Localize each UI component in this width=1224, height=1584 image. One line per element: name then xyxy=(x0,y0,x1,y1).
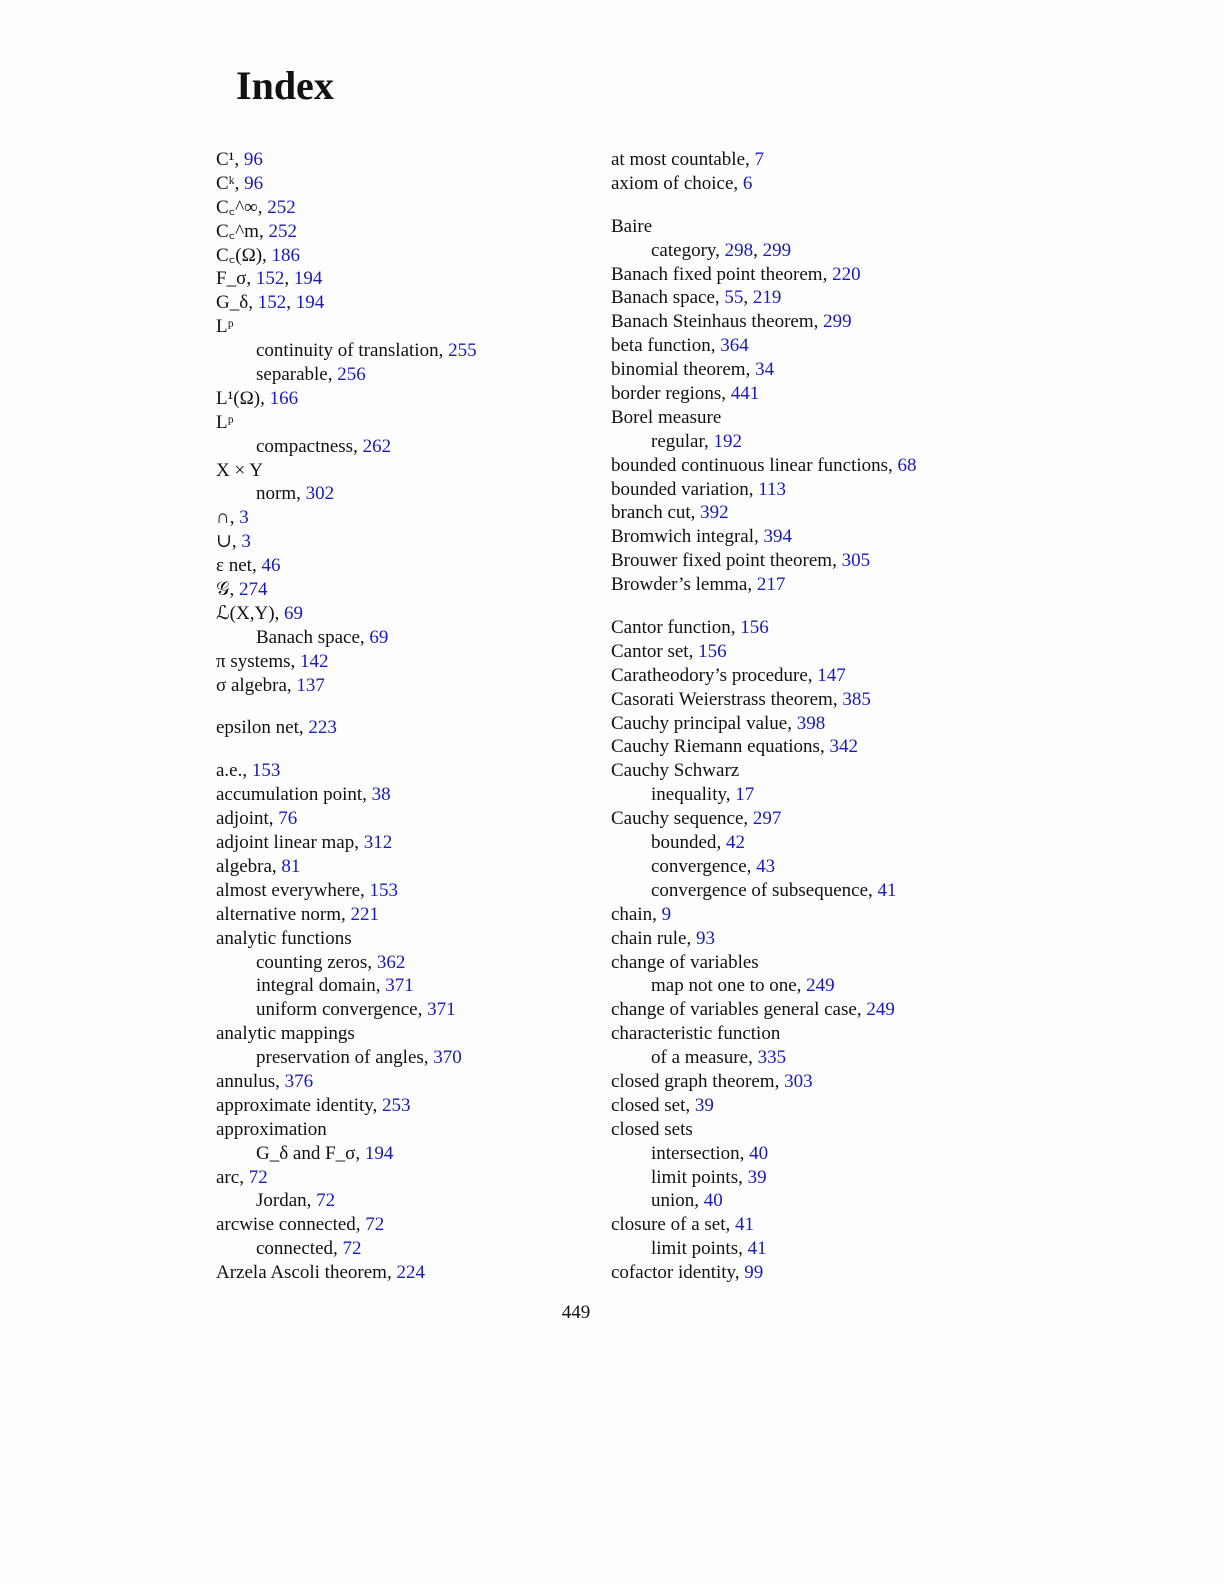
index-entry: at most countable, 7 xyxy=(611,149,765,170)
index-entry: Cauchy sequence, 297 xyxy=(611,808,782,830)
index-subentry: integral domain, 371 xyxy=(256,975,414,997)
page-ref-link[interactable]: 302 xyxy=(305,483,335,505)
index-term: Cantor set xyxy=(611,640,689,662)
index-entry xyxy=(216,315,586,339)
index-entry: annulus, 376 xyxy=(216,1070,314,1092)
index-term: X × Y xyxy=(216,459,263,481)
page-ref-link[interactable]: 147 xyxy=(817,664,846,686)
index-term: a.e. xyxy=(216,760,243,782)
index-subentry: convergence of subsequence, 41 xyxy=(651,879,897,901)
index-group-gap xyxy=(611,196,1011,215)
index-entry: branch cut, 392 xyxy=(611,502,729,524)
index-subentry: connected, 72 xyxy=(256,1238,362,1260)
index-entry xyxy=(611,759,1011,783)
index-entry: Banach Steinhaus theorem, 299 xyxy=(611,311,852,333)
page-ref-link[interactable]: 38 xyxy=(371,784,391,806)
index-term: convergence of subsequence xyxy=(651,879,868,901)
index-term: arcwise connected xyxy=(216,1214,356,1236)
page-ref-link[interactable]: 221 xyxy=(350,903,380,925)
page-ref-link[interactable]: 96 xyxy=(244,172,264,194)
index-term: beta function xyxy=(611,335,711,357)
page-ref-link[interactable]: 9 xyxy=(661,903,672,925)
index-term: alternative norm xyxy=(216,903,342,925)
index-entry xyxy=(216,927,586,951)
page-ref-link[interactable]: 394 xyxy=(763,526,792,548)
index-term: of a measure xyxy=(651,1047,749,1069)
index-entry: Cantor set, 156 xyxy=(611,640,727,662)
page-ref-link[interactable]: 376 xyxy=(284,1070,314,1092)
index-entry: adjoint linear map, 312 xyxy=(216,832,393,854)
page-ref-link[interactable]: 99 xyxy=(744,1262,764,1284)
index-subentry: of a measure, 335 xyxy=(651,1047,787,1069)
page-ref-link[interactable]: 41 xyxy=(877,879,897,901)
page-ref-link[interactable]: 362 xyxy=(376,951,406,973)
index-subentry: bounded, 42 xyxy=(651,832,745,854)
index-term: Jordan xyxy=(256,1190,307,1212)
page-ref-link[interactable]: 223 xyxy=(308,717,337,739)
page-ref-link[interactable]: 364 xyxy=(720,335,749,357)
page-ref-link[interactable]: 46 xyxy=(261,555,281,577)
index-entry: Banach space, 55, 219 xyxy=(611,287,782,309)
index-term: accumulation point xyxy=(216,784,363,806)
index-term: C¹ xyxy=(216,149,235,170)
page-ref-link[interactable]: 441 xyxy=(730,383,760,405)
page-ref-link[interactable]: 42 xyxy=(725,832,745,854)
index-term: bounded xyxy=(651,832,717,854)
page-ref-link[interactable]: 68 xyxy=(897,454,917,476)
index-subentry: convergence, 43 xyxy=(651,855,776,877)
index-subentry: union, 40 xyxy=(651,1190,723,1212)
index-term: regular xyxy=(651,430,705,452)
index-column-left xyxy=(216,148,586,1285)
index-term: chain xyxy=(611,903,653,925)
page-ref-link[interactable]: 194 xyxy=(364,1142,394,1164)
index-entry: bounded variation, 113 xyxy=(611,478,787,500)
page-ref-link[interactable]: 224 xyxy=(396,1262,425,1284)
index-term: analytic mappings xyxy=(216,1023,355,1045)
page-ref-link[interactable]: 156 xyxy=(698,640,727,662)
page-ref-link[interactable]: 39 xyxy=(747,1166,767,1188)
page-ref-link[interactable]: 81 xyxy=(281,855,301,877)
index-entry: Banach fixed point theorem, 220 xyxy=(611,263,861,285)
page-ref-link[interactable]: 152 xyxy=(257,292,287,314)
index-term: ε net xyxy=(216,555,252,577)
index-term: change of variables xyxy=(611,951,759,973)
index-entry: 𝒢, 274 xyxy=(216,579,268,601)
index-subentry: counting zeros, 362 xyxy=(256,951,406,973)
index-term: bounded variation xyxy=(611,478,749,500)
index-subentry: category, 298, 299 xyxy=(651,239,792,261)
index-term: analytic functions xyxy=(216,927,352,949)
index-term: bounded continuous linear functions xyxy=(611,454,889,476)
page-ref-link[interactable]: 6 xyxy=(742,172,753,194)
index-term: compactness xyxy=(256,435,354,457)
index-entry: C꜀(Ω), 186 xyxy=(216,244,301,266)
index-term: Lᵖ xyxy=(216,411,234,433)
page-ref-link[interactable]: 69 xyxy=(284,602,304,624)
index-entry: Browder’s lemma, 217 xyxy=(611,574,786,596)
index-entry: cofactor identity, 99 xyxy=(611,1262,764,1284)
page-ref-link[interactable]: 217 xyxy=(756,574,786,596)
index-term: axiom of choice xyxy=(611,172,734,194)
index-term: convergence xyxy=(651,855,747,877)
index-term: approximate identity xyxy=(216,1094,373,1116)
index-term: π systems xyxy=(216,650,291,672)
index-term: uniform convergence xyxy=(256,999,418,1021)
index-term: integral domain xyxy=(256,975,376,997)
index-term: counting zeros xyxy=(256,951,368,973)
index-term: union xyxy=(651,1190,695,1212)
page-ref-link[interactable]: 253 xyxy=(382,1094,411,1116)
index-term: Cauchy Riemann equations xyxy=(611,736,820,758)
index-term: inequality xyxy=(651,784,726,806)
index-entry xyxy=(611,1022,1011,1046)
index-term: preservation of angles xyxy=(256,1047,424,1069)
index-term: Banach fixed point theorem xyxy=(611,263,823,285)
index-term: Caratheodory’s procedure xyxy=(611,664,808,686)
page-ref-link[interactable]: 142 xyxy=(300,650,329,672)
page-ref-link[interactable]: 40 xyxy=(703,1190,723,1212)
page-ref-link[interactable]: 256 xyxy=(337,364,366,386)
page-ref-link[interactable]: 298 xyxy=(724,239,754,261)
page-ref-link[interactable]: 249 xyxy=(806,975,835,997)
index-entry: ε net, 46 xyxy=(216,555,281,577)
index-entry: almost everywhere, 153 xyxy=(216,879,399,901)
index-term: border regions xyxy=(611,383,722,405)
index-subentry: Banach space, 69 xyxy=(256,626,389,648)
page-ref-link[interactable]: 312 xyxy=(363,832,393,854)
index-subentry: norm, 302 xyxy=(256,483,335,505)
page-ref-link[interactable]: 392 xyxy=(700,502,729,524)
index-term: Cauchy sequence xyxy=(611,808,744,830)
index-entry: C¹, 96 xyxy=(216,149,263,170)
page-ref-link[interactable]: 305 xyxy=(841,550,871,572)
page-ref-link[interactable]: 76 xyxy=(278,808,298,830)
index-term: Cantor function xyxy=(611,617,731,639)
index-entry: binomial theorem, 34 xyxy=(611,359,775,381)
index-entry: accumulation point, 38 xyxy=(216,784,391,806)
index-entry xyxy=(611,1118,1011,1142)
index-entry: epsilon net, 223 xyxy=(216,717,337,739)
index-term: limit points xyxy=(651,1238,739,1260)
index-entry: Arzela Ascoli theorem, 224 xyxy=(216,1262,425,1284)
index-column-right xyxy=(611,148,1011,1285)
index-term: approximation xyxy=(216,1118,327,1140)
page-ref-link[interactable]: 96 xyxy=(243,149,263,170)
index-term: almost everywhere xyxy=(216,879,361,901)
index-entry: Cantor function, 156 xyxy=(611,617,769,639)
index-term: L¹(Ω) xyxy=(216,387,261,409)
page-ref-link[interactable]: 297 xyxy=(752,808,782,830)
page-ref-link[interactable]: 72 xyxy=(365,1214,385,1236)
index-entry: border regions, 441 xyxy=(611,383,760,405)
index-group-gap xyxy=(216,697,586,716)
index-term: closed sets xyxy=(611,1118,693,1140)
index-term: arc xyxy=(216,1166,240,1188)
index-subentry: preservation of angles, 370 xyxy=(256,1047,462,1069)
index-entry: beta function, 364 xyxy=(611,335,749,357)
index-entry: Cauchy principal value, 398 xyxy=(611,712,826,734)
page-ref-link[interactable]: 17 xyxy=(735,784,755,806)
index-entry: Bromwich integral, 394 xyxy=(611,526,792,548)
page-ref-link[interactable]: 72 xyxy=(248,1166,268,1188)
index-term: category xyxy=(651,239,716,261)
index-term: separable xyxy=(256,364,328,386)
page-ref-link[interactable]: 41 xyxy=(747,1238,767,1260)
index-subentry: limit points, 41 xyxy=(651,1238,767,1260)
index-entry: change of variables general case, 249 xyxy=(611,999,895,1021)
index-entry: σ algebra, 137 xyxy=(216,674,325,696)
index-term: closure of a set xyxy=(611,1214,726,1236)
index-entry: Cauchy Riemann equations, 342 xyxy=(611,736,858,758)
index-entry: chain rule, 93 xyxy=(611,927,715,949)
page-ref-link[interactable]: 303 xyxy=(784,1070,813,1092)
index-term: Baire xyxy=(611,215,653,237)
index-entry: ∪, 3 xyxy=(216,531,251,553)
index-entry xyxy=(216,1118,586,1142)
index-term: F_σ xyxy=(216,268,247,290)
page-ref-link[interactable]: 342 xyxy=(829,736,858,758)
index-term: characteristic function xyxy=(611,1023,781,1045)
index-term: algebra xyxy=(216,855,272,877)
index-term: intersection xyxy=(651,1142,740,1164)
page-ref-link[interactable]: 299 xyxy=(762,239,792,261)
page-ref-link[interactable]: 371 xyxy=(427,999,456,1021)
page-ref-link[interactable]: 192 xyxy=(713,430,743,452)
index-term: chain rule xyxy=(611,927,687,949)
index-term: binomial theorem xyxy=(611,359,746,381)
index-subentry: inequality, 17 xyxy=(651,784,755,806)
page-ref-link[interactable]: 166 xyxy=(269,387,299,409)
index-term: closed graph theorem xyxy=(611,1070,775,1092)
index-entry: closure of a set, 41 xyxy=(611,1214,754,1236)
page-ref-link[interactable]: 371 xyxy=(385,975,414,997)
index-entry: alternative norm, 221 xyxy=(216,903,380,925)
page-ref-link[interactable]: 255 xyxy=(448,340,477,362)
index-entry: axiom of choice, 6 xyxy=(611,172,753,194)
index-subentry: Jordan, 72 xyxy=(256,1190,336,1212)
index-term: σ algebra xyxy=(216,674,287,696)
page-ref-link[interactable]: 262 xyxy=(362,435,392,457)
index-subentry: uniform convergence, 371 xyxy=(256,999,456,1021)
index-entry: C꜀^m, 252 xyxy=(216,220,297,242)
page-ref-link[interactable]: 299 xyxy=(823,311,852,333)
page-ref-link[interactable]: 34 xyxy=(755,359,775,381)
index-term: Cauchy Schwarz xyxy=(611,760,740,782)
index-entry: C꜀^∞, 252 xyxy=(216,196,296,218)
index-entry: arcwise connected, 72 xyxy=(216,1214,385,1236)
page-ref-link[interactable]: 249 xyxy=(866,999,895,1021)
index-term: map not one to one xyxy=(651,975,797,997)
page-ref-link[interactable]: 186 xyxy=(271,244,301,266)
index-term: Cauchy principal value xyxy=(611,712,788,734)
index-term: annulus xyxy=(216,1070,276,1092)
page-ref-link[interactable]: 156 xyxy=(740,617,769,639)
page-ref-link[interactable]: 40 xyxy=(749,1142,769,1164)
index-entry: Casorati Weierstrass theorem, 385 xyxy=(611,688,871,710)
index-group-gap xyxy=(611,597,1011,616)
page-ref-link[interactable]: 3 xyxy=(241,531,251,553)
page-ref-link[interactable]: 220 xyxy=(832,263,861,285)
index-term: Brouwer fixed point theorem xyxy=(611,550,833,572)
index-term: ℒ(X,Y) xyxy=(216,602,275,624)
index-term: ∩ xyxy=(216,507,230,529)
page-ref-link[interactable]: 194 xyxy=(293,268,323,290)
index-entry: L¹(Ω), 166 xyxy=(216,387,299,409)
index-term: Cᵏ xyxy=(216,172,235,194)
index-term: C꜀(Ω) xyxy=(216,244,263,266)
page-ref-link[interactable]: 55 xyxy=(724,287,744,309)
index-entry: ∩, 3 xyxy=(216,507,249,529)
page-ref-link[interactable]: 113 xyxy=(758,478,787,500)
index-subentry: regular, 192 xyxy=(651,430,743,452)
page-ref-link[interactable]: 153 xyxy=(369,879,399,901)
page-ref-link[interactable]: 3 xyxy=(239,507,249,529)
index-entry: G_δ, 152, 194 xyxy=(216,292,325,314)
page-ref-link[interactable]: 370 xyxy=(433,1047,462,1069)
page-ref-link[interactable]: 385 xyxy=(842,688,871,710)
index-term: at most countable xyxy=(611,149,746,170)
page-ref-link[interactable]: 137 xyxy=(296,674,325,696)
index-entry xyxy=(611,215,1011,239)
index-subentry: map not one to one, 249 xyxy=(651,975,835,997)
page-ref-link[interactable]: 72 xyxy=(316,1190,336,1212)
page-ref-link[interactable]: 39 xyxy=(694,1094,714,1116)
index-entry xyxy=(216,411,586,435)
index-term: branch cut xyxy=(611,502,691,524)
index-term: limit points xyxy=(651,1166,739,1188)
index-entry xyxy=(216,459,586,483)
page-ref-link[interactable]: 274 xyxy=(239,579,268,601)
index-term: Bromwich integral xyxy=(611,526,754,548)
index-term: Browder’s lemma xyxy=(611,574,748,596)
index-term: epsilon net xyxy=(216,717,299,739)
index-term: G_δ and F_σ xyxy=(256,1142,356,1164)
index-entry: a.e., 153 xyxy=(216,760,281,782)
page-ref-link[interactable]: 252 xyxy=(268,220,297,242)
index-entry: Caratheodory’s procedure, 147 xyxy=(611,664,846,686)
index-entry: arc, 72 xyxy=(216,1166,268,1188)
index-term: adjoint xyxy=(216,808,269,830)
index-entry xyxy=(611,951,1011,975)
index-term: ∪ xyxy=(216,531,232,553)
page-ref-link[interactable]: 93 xyxy=(695,927,715,949)
index-entry: approximate identity, 253 xyxy=(216,1094,411,1116)
index-term: 𝒢 xyxy=(216,579,230,601)
index-entry: Cᵏ, 96 xyxy=(216,172,264,194)
page-ref-link[interactable]: 398 xyxy=(796,712,826,734)
index-term: closed set xyxy=(611,1094,686,1116)
index-entry: F_σ, 152, 194 xyxy=(216,268,323,290)
index-entry: closed set, 39 xyxy=(611,1094,714,1116)
index-subentry: limit points, 39 xyxy=(651,1166,767,1188)
index-term: connected xyxy=(256,1238,334,1260)
index-entry xyxy=(611,406,1011,430)
page-ref-link[interactable]: 194 xyxy=(295,292,325,314)
index-subentry: intersection, 40 xyxy=(651,1142,769,1164)
page-ref-link[interactable]: 335 xyxy=(757,1047,787,1069)
index-entry: algebra, 81 xyxy=(216,855,301,877)
index-term: C꜀^∞ xyxy=(216,196,258,218)
page-ref-link[interactable]: 219 xyxy=(752,287,782,309)
page-ref-link[interactable]: 69 xyxy=(369,626,389,648)
index-entry: π systems, 142 xyxy=(216,650,329,672)
index-entry: ℒ(X,Y), 69 xyxy=(216,602,304,624)
index-term: Lᵖ xyxy=(216,316,234,338)
index-term: change of variables general case xyxy=(611,999,857,1021)
index-entry: Brouwer fixed point theorem, 305 xyxy=(611,550,871,572)
index-term: continuity of translation xyxy=(256,340,439,362)
index-entry xyxy=(216,1022,586,1046)
page-ref-link[interactable]: 43 xyxy=(756,855,776,877)
index-term: norm xyxy=(256,483,297,505)
index-term: Banach space xyxy=(611,287,715,309)
index-term: Borel measure xyxy=(611,406,722,428)
page-title: Index xyxy=(236,63,334,108)
page-ref-link[interactable]: 252 xyxy=(267,196,296,218)
index-term: Banach Steinhaus theorem xyxy=(611,311,814,333)
index-entry: chain, 9 xyxy=(611,903,672,925)
index-term: adjoint linear map xyxy=(216,832,355,854)
index-subentry: compactness, 262 xyxy=(256,435,392,457)
index-subentry: separable, 256 xyxy=(256,364,366,386)
page-ref-link[interactable]: 152 xyxy=(255,268,285,290)
index-entry: adjoint, 76 xyxy=(216,808,298,830)
index-entry: closed graph theorem, 303 xyxy=(611,1070,813,1092)
index-term: C꜀^m xyxy=(216,220,259,242)
page-ref-link[interactable]: 41 xyxy=(734,1214,754,1236)
page-ref-link[interactable]: 153 xyxy=(251,760,281,782)
page-ref-link[interactable]: 72 xyxy=(342,1238,362,1260)
index-term: Casorati Weierstrass theorem xyxy=(611,688,833,710)
index-term: Arzela Ascoli theorem xyxy=(216,1262,387,1284)
index-entry: bounded continuous linear functions, 68 xyxy=(611,454,917,476)
index-subentry: G_δ and F_σ, 194 xyxy=(256,1142,394,1164)
index-group-gap xyxy=(216,740,586,759)
page-ref-link[interactable]: 7 xyxy=(754,149,765,170)
index-term: Banach space xyxy=(256,626,360,648)
index-term: G_δ xyxy=(216,292,249,314)
page-number: 449 xyxy=(561,1302,591,1323)
index-subentry: continuity of translation, 255 xyxy=(256,340,477,362)
index-term: cofactor identity xyxy=(611,1262,735,1284)
